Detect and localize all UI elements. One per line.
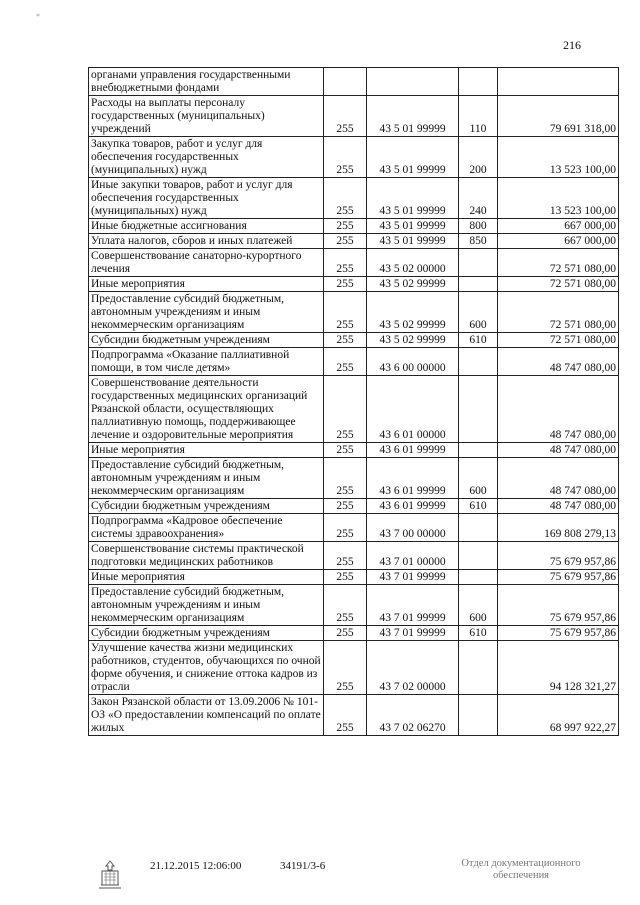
row-type-cell: 600	[459, 585, 498, 626]
row-type-cell	[459, 376, 498, 443]
row-sum-cell: 75 679 957,86	[498, 542, 619, 570]
table-row	[89, 234, 619, 249]
footer-department-stamp: Отдел документационного обеспечения	[461, 858, 581, 881]
row-name-cell: Иные закупки товаров, работ и услуг для обеспечения государственных (муниципальных) нужд	[89, 178, 324, 219]
row-grbs-cell: 255	[324, 641, 367, 695]
row-name-cell: Совершенствование санаторно-курортного лечения	[89, 249, 324, 277]
row-grbs-cell: 255	[324, 178, 367, 219]
row-sum-cell: 667 000,00	[498, 219, 619, 234]
row-sum-cell: 48 747 080,00	[498, 499, 619, 514]
row-sum-cell: 68 997 922,27	[498, 695, 619, 736]
row-grbs-cell: 255	[324, 96, 367, 137]
table-row	[89, 585, 619, 626]
row-sum-cell: 72 571 080,00	[498, 333, 619, 348]
row-type-cell: 610	[459, 626, 498, 641]
row-name-cell: Уплата налогов, сборов и иных платежей	[89, 234, 324, 249]
row-name-cell: органами управления государственными внебюджетными фондами	[89, 68, 324, 96]
row-name-cell: Улучшение качества жизни медицинских работников, студентов, обучающихся по очной форме обучения, и снижение оттока кадров из отрасли	[89, 641, 324, 695]
row-sum-cell: 94 128 321,27	[498, 641, 619, 695]
table-row	[89, 514, 619, 542]
row-sum-cell: 667 000,00	[498, 234, 619, 249]
table-row	[89, 68, 619, 96]
table-row	[89, 292, 619, 333]
row-code-cell: 43 5 01 99999	[367, 178, 459, 219]
row-sum-cell: 48 747 080,00	[498, 443, 619, 458]
row-name-cell: Подпрограмма «Кадровое обеспечение системы здравоохранения»	[89, 514, 324, 542]
row-name-cell: Субсидии бюджетным учреждениям	[89, 626, 324, 641]
row-sum-cell: 13 523 100,00	[498, 137, 619, 178]
row-type-cell: 600	[459, 292, 498, 333]
row-name-cell: Субсидии бюджетным учреждениям	[89, 333, 324, 348]
budget-table-body	[89, 68, 619, 736]
row-code-cell: 43 5 01 99999	[367, 219, 459, 234]
budget-table	[88, 67, 619, 736]
row-type-cell	[459, 570, 498, 585]
row-code-cell: 43 6 01 99999	[367, 499, 459, 514]
row-code-cell: 43 5 01 99999	[367, 137, 459, 178]
row-grbs-cell: 255	[324, 234, 367, 249]
row-type-cell: 240	[459, 178, 498, 219]
row-type-cell	[459, 277, 498, 292]
table-row	[89, 499, 619, 514]
row-name-cell: Иные мероприятия	[89, 443, 324, 458]
table-row	[89, 458, 619, 499]
row-grbs-cell: 255	[324, 376, 367, 443]
row-grbs-cell	[324, 68, 367, 96]
row-name-cell: Закупка товаров, работ и услуг для обеспечения государственных (муниципальных) нужд	[89, 137, 324, 178]
row-code-cell: 43 5 02 99999	[367, 277, 459, 292]
row-type-cell: 610	[459, 333, 498, 348]
table-row	[89, 96, 619, 137]
row-sum-cell: 75 679 957,86	[498, 570, 619, 585]
footer-datetime: 21.12.2015 12:06:00	[150, 860, 242, 872]
row-grbs-cell: 255	[324, 137, 367, 178]
table-row	[89, 178, 619, 219]
row-code-cell: 43 7 01 00000	[367, 542, 459, 570]
row-name-cell: Подпрограмма «Оказание паллиативной помощи, в том числе детям»	[89, 348, 324, 376]
row-code-cell: 43 7 02 00000	[367, 641, 459, 695]
table-row	[89, 249, 619, 277]
row-sum-cell: 13 523 100,00	[498, 178, 619, 219]
row-code-cell: 43 7 01 99999	[367, 585, 459, 626]
row-name-cell: Предоставление субсидий бюджетным, автономным учреждениям и иным некоммерческим организациям	[89, 585, 324, 626]
row-name-cell: Иные мероприятия	[89, 570, 324, 585]
row-sum-cell: 72 571 080,00	[498, 292, 619, 333]
row-name-cell: Субсидии бюджетным учреждениям	[89, 499, 324, 514]
row-type-cell: 850	[459, 234, 498, 249]
row-type-cell: 110	[459, 96, 498, 137]
row-grbs-cell: 255	[324, 585, 367, 626]
row-code-cell: 43 7 01 99999	[367, 570, 459, 585]
row-sum-cell: 48 747 080,00	[498, 376, 619, 443]
row-code-cell: 43 7 01 99999	[367, 626, 459, 641]
row-name-cell: Иные бюджетные ассигнования	[89, 219, 324, 234]
row-code-cell: 43 5 01 99999	[367, 234, 459, 249]
row-grbs-cell: 255	[324, 542, 367, 570]
row-sum-cell	[498, 68, 619, 96]
row-grbs-cell: 255	[324, 219, 367, 234]
row-grbs-cell: 255	[324, 292, 367, 333]
row-type-cell	[459, 443, 498, 458]
row-type-cell	[459, 695, 498, 736]
row-code-cell: 43 6 01 99999	[367, 458, 459, 499]
table-row	[89, 641, 619, 695]
row-code-cell: 43 5 02 00000	[367, 249, 459, 277]
row-sum-cell: 48 747 080,00	[498, 348, 619, 376]
row-grbs-cell: 255	[324, 458, 367, 499]
row-grbs-cell: 255	[324, 249, 367, 277]
row-sum-cell: 75 679 957,86	[498, 626, 619, 641]
row-sum-cell: 72 571 080,00	[498, 277, 619, 292]
row-sum-cell: 79 691 318,00	[498, 96, 619, 137]
row-type-cell	[459, 542, 498, 570]
row-code-cell: 43 5 02 99999	[367, 333, 459, 348]
margin-mark: *	[36, 12, 40, 21]
row-grbs-cell: 255	[324, 277, 367, 292]
row-type-cell	[459, 514, 498, 542]
row-grbs-cell: 255	[324, 695, 367, 736]
table-row	[89, 626, 619, 641]
row-grbs-cell: 255	[324, 333, 367, 348]
row-code-cell: 43 7 02 06270	[367, 695, 459, 736]
row-grbs-cell: 255	[324, 443, 367, 458]
row-type-cell: 600	[459, 458, 498, 499]
row-sum-cell: 72 571 080,00	[498, 249, 619, 277]
table-row	[89, 333, 619, 348]
row-sum-cell: 169 808 279,13	[498, 514, 619, 542]
row-grbs-cell: 255	[324, 570, 367, 585]
table-row	[89, 376, 619, 443]
row-name-cell: Совершенствование деятельности государственных медицинских организаций Рязанской области, осуществляющих паллиативную помощь, поддерживающее лечение и оздоровительные мероприятия	[89, 376, 324, 443]
row-name-cell: Расходы на выплаты персоналу государственных (муниципальных) учреждений	[89, 96, 324, 137]
row-code-cell: 43 7 00 00000	[367, 514, 459, 542]
row-code-cell	[367, 68, 459, 96]
row-grbs-cell: 255	[324, 514, 367, 542]
row-name-cell: Закон Рязанской области от 13.09.2006 № 101-ОЗ «О предоставлении компенсаций по оплате жилых	[89, 695, 324, 736]
row-type-cell	[459, 348, 498, 376]
row-type-cell	[459, 249, 498, 277]
row-code-cell: 43 6 01 99999	[367, 443, 459, 458]
row-type-cell	[459, 68, 498, 96]
table-row	[89, 277, 619, 292]
table-row	[89, 542, 619, 570]
row-name-cell: Совершенствование системы практической подготовки медицинских работников	[89, 542, 324, 570]
row-code-cell: 43 5 01 99999	[367, 96, 459, 137]
row-grbs-cell: 255	[324, 626, 367, 641]
table-row	[89, 443, 619, 458]
row-type-cell: 610	[459, 499, 498, 514]
row-code-cell: 43 6 01 00000	[367, 376, 459, 443]
row-type-cell: 200	[459, 137, 498, 178]
row-sum-cell: 75 679 957,86	[498, 585, 619, 626]
row-name-cell: Иные мероприятия	[89, 277, 324, 292]
row-grbs-cell: 255	[324, 499, 367, 514]
table-row	[89, 348, 619, 376]
table-row	[89, 137, 619, 178]
row-name-cell: Предоставление субсидий бюджетным, автономным учреждениям и иным некоммерческим организациям	[89, 458, 324, 499]
row-code-cell: 43 5 02 99999	[367, 292, 459, 333]
footer-doc-code: 34191/3-6	[280, 860, 326, 872]
page-number: 216	[563, 38, 581, 52]
table-row	[89, 570, 619, 585]
row-sum-cell: 48 747 080,00	[498, 458, 619, 499]
table-row	[89, 219, 619, 234]
row-type-cell	[459, 641, 498, 695]
table-row	[89, 695, 619, 736]
row-grbs-cell: 255	[324, 348, 367, 376]
row-type-cell: 800	[459, 219, 498, 234]
row-name-cell: Предоставление субсидий бюджетным, автономным учреждениям и иным некоммерческим организациям	[89, 292, 324, 333]
coat-of-arms-icon	[95, 858, 125, 892]
row-code-cell: 43 6 00 00000	[367, 348, 459, 376]
